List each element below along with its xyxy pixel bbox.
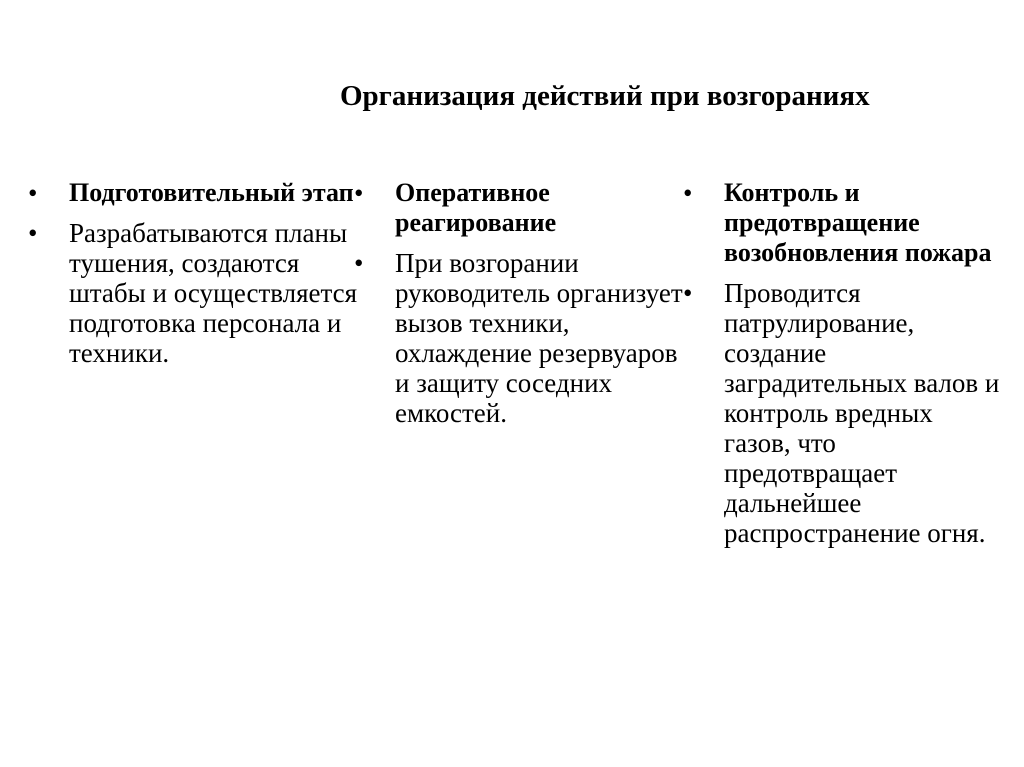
heading-text: Подготовительный этап <box>69 178 354 207</box>
column-body <box>28 218 358 368</box>
bullet-icon: • <box>354 178 364 208</box>
slide-title: Организация действий при возгораниях <box>340 80 870 112</box>
bullet-icon: • <box>28 178 38 208</box>
bullet-icon: • <box>28 218 38 248</box>
column-heading <box>28 178 358 208</box>
column-control <box>683 178 1003 558</box>
column-operational <box>354 178 684 438</box>
bullet-icon: • <box>683 278 693 308</box>
body-text: При возгорании руководитель организует вызов техники, охлаждение резервуаров и защиту соседних емкостей. <box>395 248 683 428</box>
bullet-icon: • <box>354 248 364 278</box>
body-text: Проводится патрулирование, создание заградительных валов и контроль вредных газов, что предотвращает дальнейшее распространение огня. <box>724 278 1000 548</box>
heading-text: Оперативное реагирование <box>395 178 557 237</box>
column-heading <box>683 178 1003 268</box>
column-body <box>683 278 1003 548</box>
column-preparatory <box>28 178 358 378</box>
body-text: Разрабатываются планы тушения, создаются штабы и осуществляется подготовка персонала и техники. <box>69 218 358 368</box>
bullet-icon: • <box>683 178 693 208</box>
column-body <box>354 248 684 428</box>
column-heading <box>354 178 684 238</box>
heading-text: Контроль и предотвращение возобновления пожара <box>724 178 992 267</box>
